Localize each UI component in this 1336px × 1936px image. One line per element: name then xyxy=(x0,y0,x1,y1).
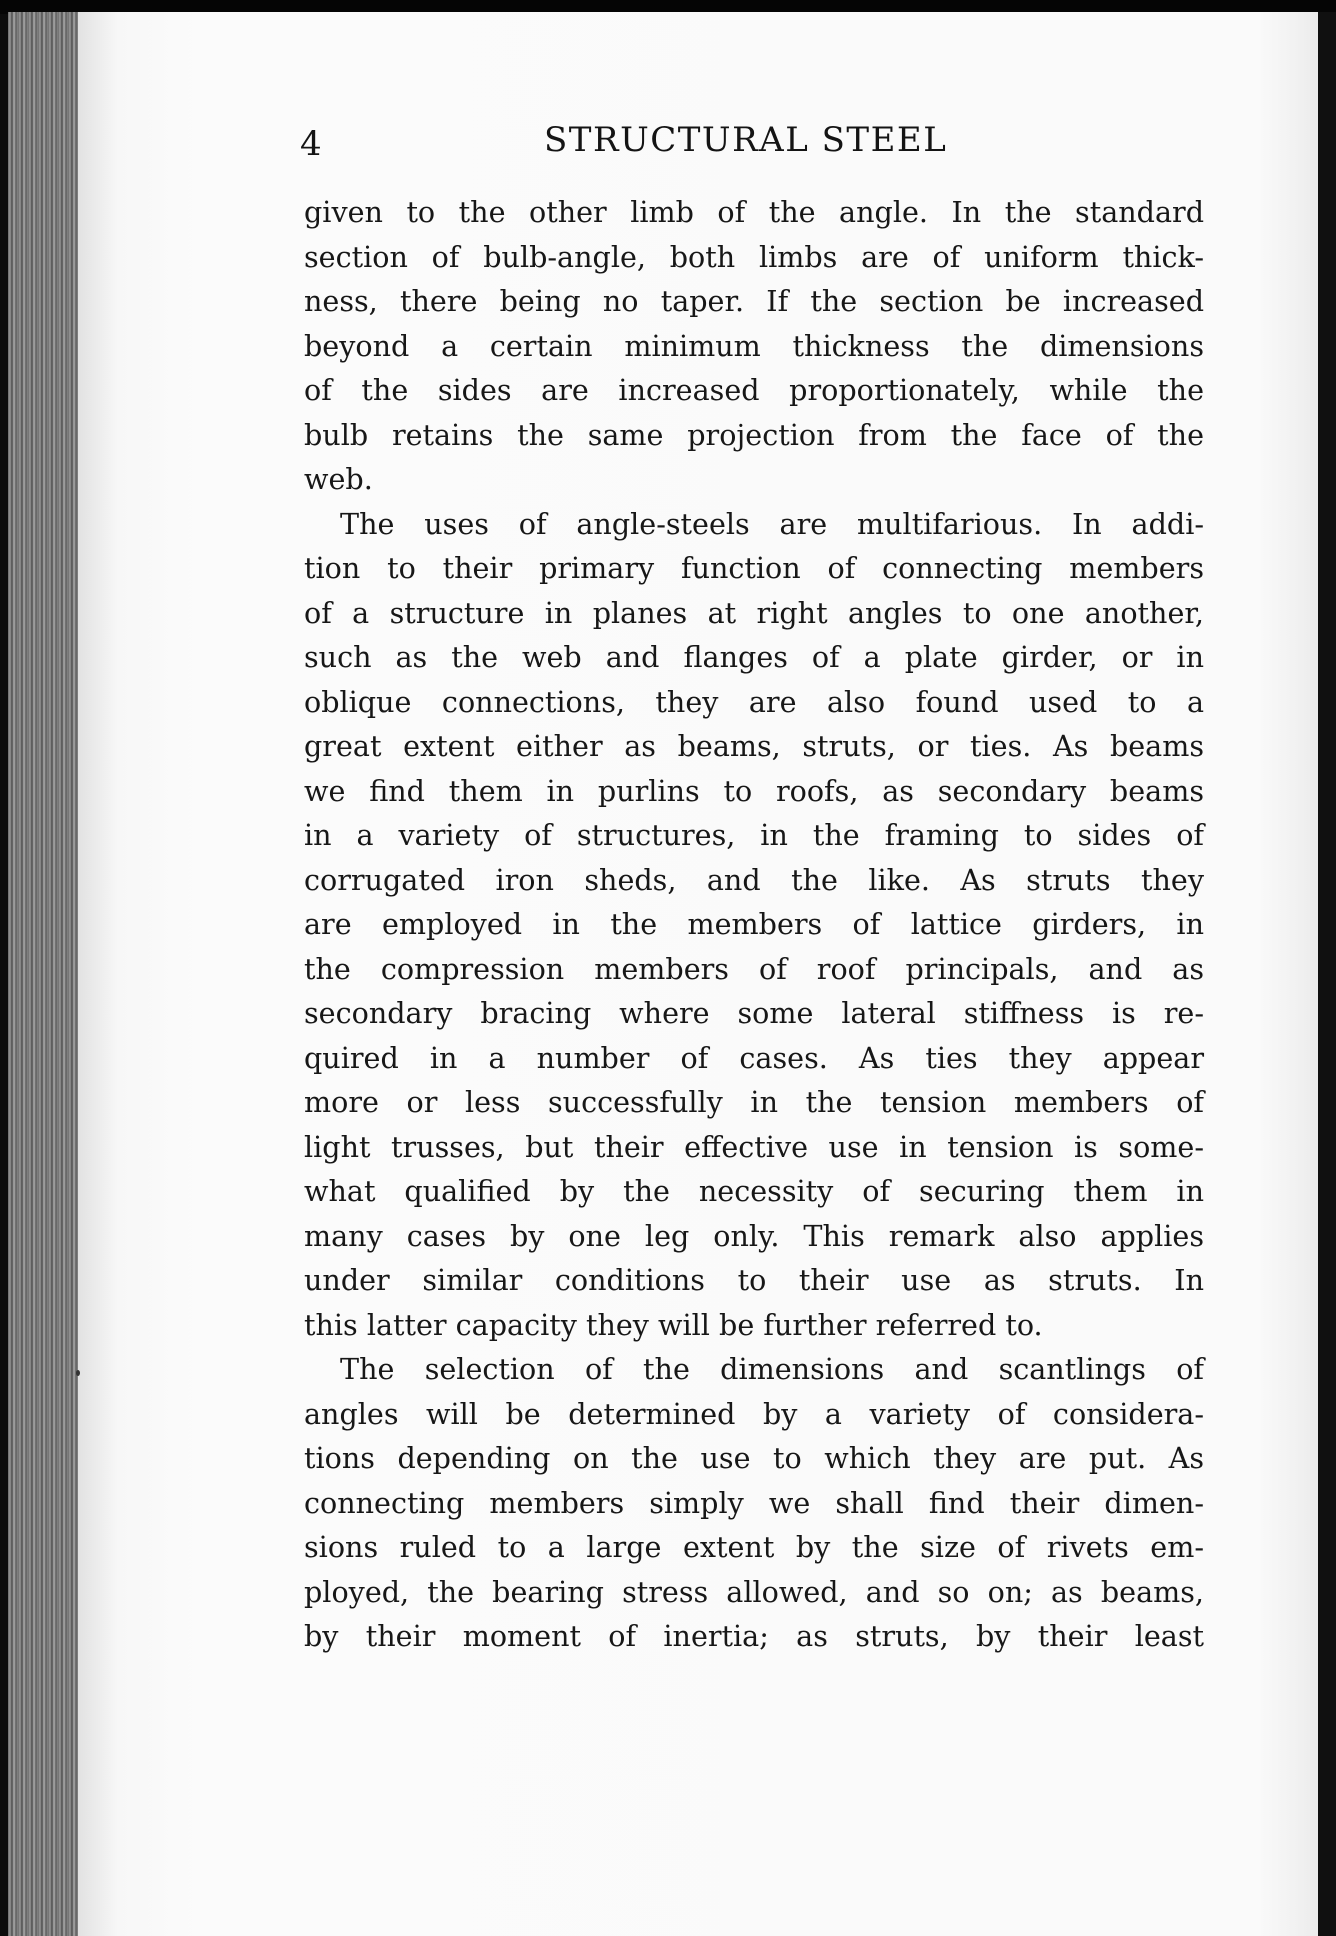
text-line: the compression members of roof principals, and as xyxy=(304,951,1204,986)
text-line: this latter capacity they will be further referred to. xyxy=(304,1307,1043,1342)
text-line: corrugated iron sheds, and the like. As struts they xyxy=(304,862,1204,897)
text-line: we find them in purlins to roofs, as secondary beams xyxy=(304,773,1204,808)
text-line: of a structure in planes at right angles to one another, xyxy=(304,595,1204,630)
text-line: beyond a certain minimum thickness the dimensions xyxy=(304,328,1204,363)
text-line: by their moment of inertia; as struts, by their least xyxy=(304,1619,1204,1653)
text-line: in a variety of structures, in the framing to sides of xyxy=(304,818,1204,852)
book-page-edges xyxy=(8,12,82,1936)
text-line: bulb retains the same projection from the face of the xyxy=(304,417,1204,452)
text-line: The uses of angle-steels are multifarious. In addi- xyxy=(340,506,1204,541)
body-text xyxy=(304,190,1204,1659)
page-header xyxy=(300,120,948,170)
text-line: The selection of the dimensions and scantlings of xyxy=(340,1352,1204,1386)
text-line: ployed, the bearing stress allowed, and so on; as beams, xyxy=(304,1574,1204,1609)
text-line: under similar conditions to their use as struts. In xyxy=(304,1263,1204,1297)
text-line: web. xyxy=(304,462,373,496)
text-line: what qualified by the necessity of securing them in xyxy=(304,1174,1204,1208)
text-line: great extent either as beams, struts, or ties. As beams xyxy=(304,729,1204,763)
text-line: of the sides are increased proportionately, while the xyxy=(304,373,1204,407)
text-line: oblique connections, they are also found used to a xyxy=(304,684,1204,719)
text-line: light trusses, but their effective use in tension is some- xyxy=(304,1129,1204,1164)
text-line: quired in a number of cases. As ties they appear xyxy=(304,1040,1204,1075)
text-line: connecting members simply we shall find their dimen- xyxy=(304,1485,1204,1520)
running-head: STRUCTURAL STEEL xyxy=(544,120,948,160)
text-line: tions depending on the use to which they are put. As xyxy=(304,1441,1204,1475)
scan-speck xyxy=(76,1370,80,1376)
paragraph-3 xyxy=(304,1347,1204,1659)
paragraph-2 xyxy=(304,502,1204,1348)
text-line: section of bulb-angle, both limbs are of uniform thick- xyxy=(304,239,1204,274)
text-line: more or less successfully in the tension members of xyxy=(304,1085,1204,1119)
paragraph-1 xyxy=(304,190,1204,502)
page-number: 4 xyxy=(300,124,322,164)
text-line: many cases by one leg only. This remark also applies xyxy=(304,1218,1204,1253)
scan-right-border xyxy=(1318,12,1336,1936)
text-line: angles will be determined by a variety of considera- xyxy=(304,1396,1204,1431)
text-line: given to the other limb of the angle. In the standard xyxy=(304,195,1204,229)
text-line: such as the web and flanges of a plate girder, or in xyxy=(304,640,1204,674)
text-line: ness, there being no taper. If the section be increased xyxy=(304,284,1204,318)
text-line: tion to their primary function of connecting members xyxy=(304,551,1204,585)
text-line: sions ruled to a large extent by the size of rivets em- xyxy=(304,1530,1204,1564)
text-line: are employed in the members of lattice girders, in xyxy=(304,907,1204,941)
text-line: secondary bracing where some lateral stiffness is re- xyxy=(304,996,1204,1030)
